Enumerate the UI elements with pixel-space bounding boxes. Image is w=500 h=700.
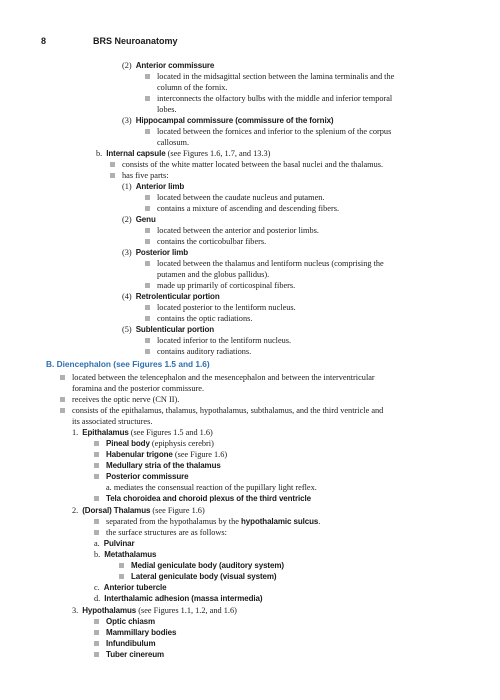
- item-marker: (3): [122, 116, 132, 125]
- bullet-icon: [94, 530, 99, 535]
- text-line: [106, 460, 221, 471]
- text-content: located between the telencephalon and the mesencephalon and between the interventricular: [72, 373, 375, 382]
- text-content: contains the optic radiations.: [157, 314, 253, 323]
- text-rest: (see Figures 1.6, 1.7, and 13.3): [165, 149, 271, 158]
- text-line: [157, 346, 251, 357]
- bullet-icon: [94, 496, 99, 501]
- text-line: [72, 405, 383, 416]
- text-line: [106, 438, 214, 449]
- text-rest: (epiphysis cerebri): [149, 439, 214, 448]
- text-content: contains a mixture of ascending and descending fibers.: [157, 204, 340, 213]
- text-content: foramina and the posterior commissure.: [72, 384, 205, 393]
- bold-term: Anterior commissure: [135, 61, 215, 70]
- text-line: [157, 302, 296, 313]
- bullet-icon: [94, 630, 99, 635]
- page-header: [41, 36, 178, 46]
- text-line: [157, 192, 324, 203]
- text-line: [106, 627, 176, 638]
- bullet-icon: [94, 619, 99, 624]
- item-marker: (2): [122, 61, 132, 70]
- bold-term: Sublenticular portion: [135, 325, 215, 334]
- text-line: [157, 335, 291, 346]
- text-line: [157, 137, 189, 148]
- bold-term: Habenular trigone: [106, 450, 173, 459]
- bold-term: Hypothalamus: [82, 606, 137, 615]
- text-line: [106, 516, 320, 527]
- bold-term: Hippocampal commissure (commissure of the fornix): [135, 116, 334, 125]
- bullet-icon: [94, 641, 99, 646]
- bold-term: Infundibulum: [106, 639, 156, 648]
- bold-term: Posterior commissure: [106, 472, 189, 481]
- bullet-icon: [145, 261, 150, 266]
- text-content: located in the midsagittal section between the lamina terminalis and the: [157, 72, 395, 81]
- bold-term: hypothalamic sulcus: [241, 517, 319, 526]
- text-line: [157, 225, 319, 236]
- text-line: [72, 416, 152, 427]
- bold-term: Mammillary bodies: [106, 628, 177, 637]
- item-marker: c.: [94, 583, 100, 592]
- bullet-icon: [145, 316, 150, 321]
- text-line: [157, 258, 384, 269]
- bold-term: Interthalamic adhesion (massa intermedia): [104, 594, 263, 603]
- bullet-icon: [94, 652, 99, 657]
- item-marker: b.: [94, 550, 101, 559]
- text-content: consists of the white matter located between the basal nuclei and the thalamus.: [122, 160, 384, 169]
- bullet-icon: [119, 574, 124, 579]
- text-line: [96, 148, 270, 159]
- text-line: [94, 593, 262, 604]
- text-line: [157, 82, 228, 93]
- text-content: receives the optic nerve (CN II).: [72, 395, 180, 404]
- text-line: [157, 93, 392, 104]
- text-line: [122, 324, 214, 335]
- bullet-icon: [145, 195, 150, 200]
- text-line: [157, 104, 177, 115]
- text-content: located between the fornices and inferior to the splenium of the corpus: [157, 127, 392, 136]
- text-content: has five parts:: [122, 171, 169, 180]
- text-line: [157, 71, 394, 82]
- bold-term: Tuber cinereum: [106, 650, 165, 659]
- bullet-icon: [145, 96, 150, 101]
- text-content: located inferior to the lentiform nucleus.: [157, 336, 292, 345]
- bullet-icon: [110, 162, 115, 167]
- text-content: the surface structures are as follows:: [106, 528, 227, 537]
- bold-term: Genu: [135, 215, 156, 224]
- bullet-icon: [119, 563, 124, 568]
- heading-text: B. Diencephalon (see Figures 1.5 and 1.6): [46, 359, 210, 369]
- item-marker: (5): [122, 325, 132, 334]
- running-title: BRS Neuroanatomy: [93, 36, 178, 46]
- bullet-icon: [145, 349, 150, 354]
- bold-term: Medullary stria of the thalamus: [106, 461, 221, 470]
- text-line: [157, 203, 339, 214]
- text-line: [122, 291, 220, 302]
- text-line: [106, 449, 227, 460]
- text-line: [131, 571, 276, 582]
- bold-term: Epithalamus: [82, 428, 129, 437]
- bullet-icon: [94, 519, 99, 524]
- text-content: located between the thalamus and lentiform nucleus (comprising the: [157, 259, 384, 268]
- text-line: [157, 313, 252, 324]
- bullet-icon: [94, 463, 99, 468]
- text-line: [72, 505, 205, 516]
- text-line: [122, 115, 334, 126]
- item-marker: (3): [122, 248, 132, 257]
- text-line: [106, 527, 227, 538]
- text-line: [106, 482, 317, 493]
- bold-term: Optic chiasm: [106, 617, 156, 626]
- text-rest: (see Figure 1.6): [150, 506, 205, 515]
- text-content: located between the anterior and posterior limbs.: [157, 226, 319, 235]
- bold-term: Pulvinar: [103, 539, 135, 548]
- bold-term: Metathalamus: [104, 550, 157, 559]
- text-content: separated from the hypothalamus by the: [106, 517, 242, 526]
- bullet-icon: [145, 338, 150, 343]
- text-line: [122, 181, 184, 192]
- bold-term: Internal capsule: [106, 149, 166, 158]
- text-content: interconnects the olfactory bulbs with the middle and inferior temporal: [157, 94, 393, 103]
- text-line: [106, 471, 188, 482]
- item-marker: b.: [96, 149, 103, 158]
- bold-term: Tela choroidea and choroid plexus of the third ventricle: [106, 494, 311, 503]
- text-line: [106, 638, 155, 649]
- item-marker: 1.: [72, 428, 79, 437]
- bullet-icon: [60, 375, 65, 380]
- bullet-icon: [145, 129, 150, 134]
- bullet-icon: [145, 228, 150, 233]
- text-line: [157, 126, 391, 137]
- text-content: callosum.: [157, 138, 190, 147]
- text-line: [122, 170, 169, 181]
- text-content: located posterior to the lentiform nucleus.: [157, 303, 296, 312]
- item-marker: (2): [122, 215, 132, 224]
- item-marker: 2.: [72, 506, 79, 515]
- bold-term: Lateral geniculate body (visual system): [131, 572, 277, 581]
- bullet-icon: [94, 452, 99, 457]
- text-line: [122, 214, 156, 225]
- item-marker: d.: [94, 594, 101, 603]
- text-line: [94, 582, 167, 593]
- bullet-icon: [110, 173, 115, 178]
- bold-term: Anterior limb: [135, 182, 185, 191]
- text-content: made up primarily of corticospinal fibers.: [157, 281, 296, 290]
- text-line: [157, 236, 266, 247]
- text-content: lobes.: [157, 105, 177, 114]
- text-content: putamen and the globus pallidus).: [157, 270, 270, 279]
- item-marker: 3.: [72, 606, 79, 615]
- bullet-icon: [60, 408, 65, 413]
- text-line: [122, 60, 214, 71]
- bold-term: (Dorsal) Thalamus: [82, 506, 151, 515]
- item-marker: (4): [122, 292, 132, 301]
- text-content: contains the corticobulbar fibers.: [157, 237, 267, 246]
- bullet-icon: [145, 206, 150, 211]
- text-rest: (see Figures 1.5 and 1.6): [128, 428, 213, 437]
- item-marker: a.: [94, 539, 100, 548]
- bullet-icon: [145, 239, 150, 244]
- text-content: located between the caudate nucleus and putamen.: [157, 193, 325, 202]
- text-line: [122, 247, 188, 258]
- text-content: its associated structures.: [72, 417, 153, 426]
- bullet-icon: [60, 397, 65, 402]
- bullet-icon: [145, 74, 150, 79]
- bullet-icon: [145, 283, 150, 288]
- text-line: [131, 560, 284, 571]
- bullet-icon: [94, 441, 99, 446]
- text-line: [106, 493, 311, 504]
- page-number: 8: [41, 36, 47, 46]
- bold-term: Retrolenticular portion: [135, 292, 220, 301]
- text-content: a. mediates the consensual reaction of the pupillary light reflex.: [106, 483, 317, 492]
- bullet-icon: [94, 474, 99, 479]
- text-rest: .: [318, 517, 321, 526]
- text-line: [157, 280, 295, 291]
- section-heading: [46, 359, 210, 370]
- text-rest: (see Figure 1.6): [172, 450, 228, 459]
- bold-term: Anterior tubercle: [103, 583, 167, 592]
- bold-term: Pineal body: [106, 439, 150, 448]
- text-line: [72, 383, 204, 394]
- text-line: [72, 394, 179, 405]
- text-content: contains auditory radiations.: [157, 347, 252, 356]
- text-content: column of the fornix.: [157, 83, 228, 92]
- text-line: [72, 605, 237, 616]
- bullet-icon: [145, 305, 150, 310]
- text-line: [157, 269, 269, 280]
- text-rest: (see Figures 1.1, 1.2, and 1.6): [136, 606, 237, 615]
- text-line: [106, 616, 155, 627]
- text-line: [72, 372, 375, 383]
- text-line: [72, 427, 213, 438]
- text-content: consists of the epithalamus, thalamus, hypothalamus, subthalamus, and the third ventricle and: [72, 406, 384, 415]
- text-line: [106, 649, 164, 660]
- bold-term: Posterior limb: [135, 248, 189, 257]
- text-line: [122, 159, 383, 170]
- text-line: [94, 538, 135, 549]
- bold-term: Medial geniculate body (auditory system): [131, 561, 284, 570]
- item-marker: (1): [122, 182, 132, 191]
- text-line: [94, 549, 156, 560]
